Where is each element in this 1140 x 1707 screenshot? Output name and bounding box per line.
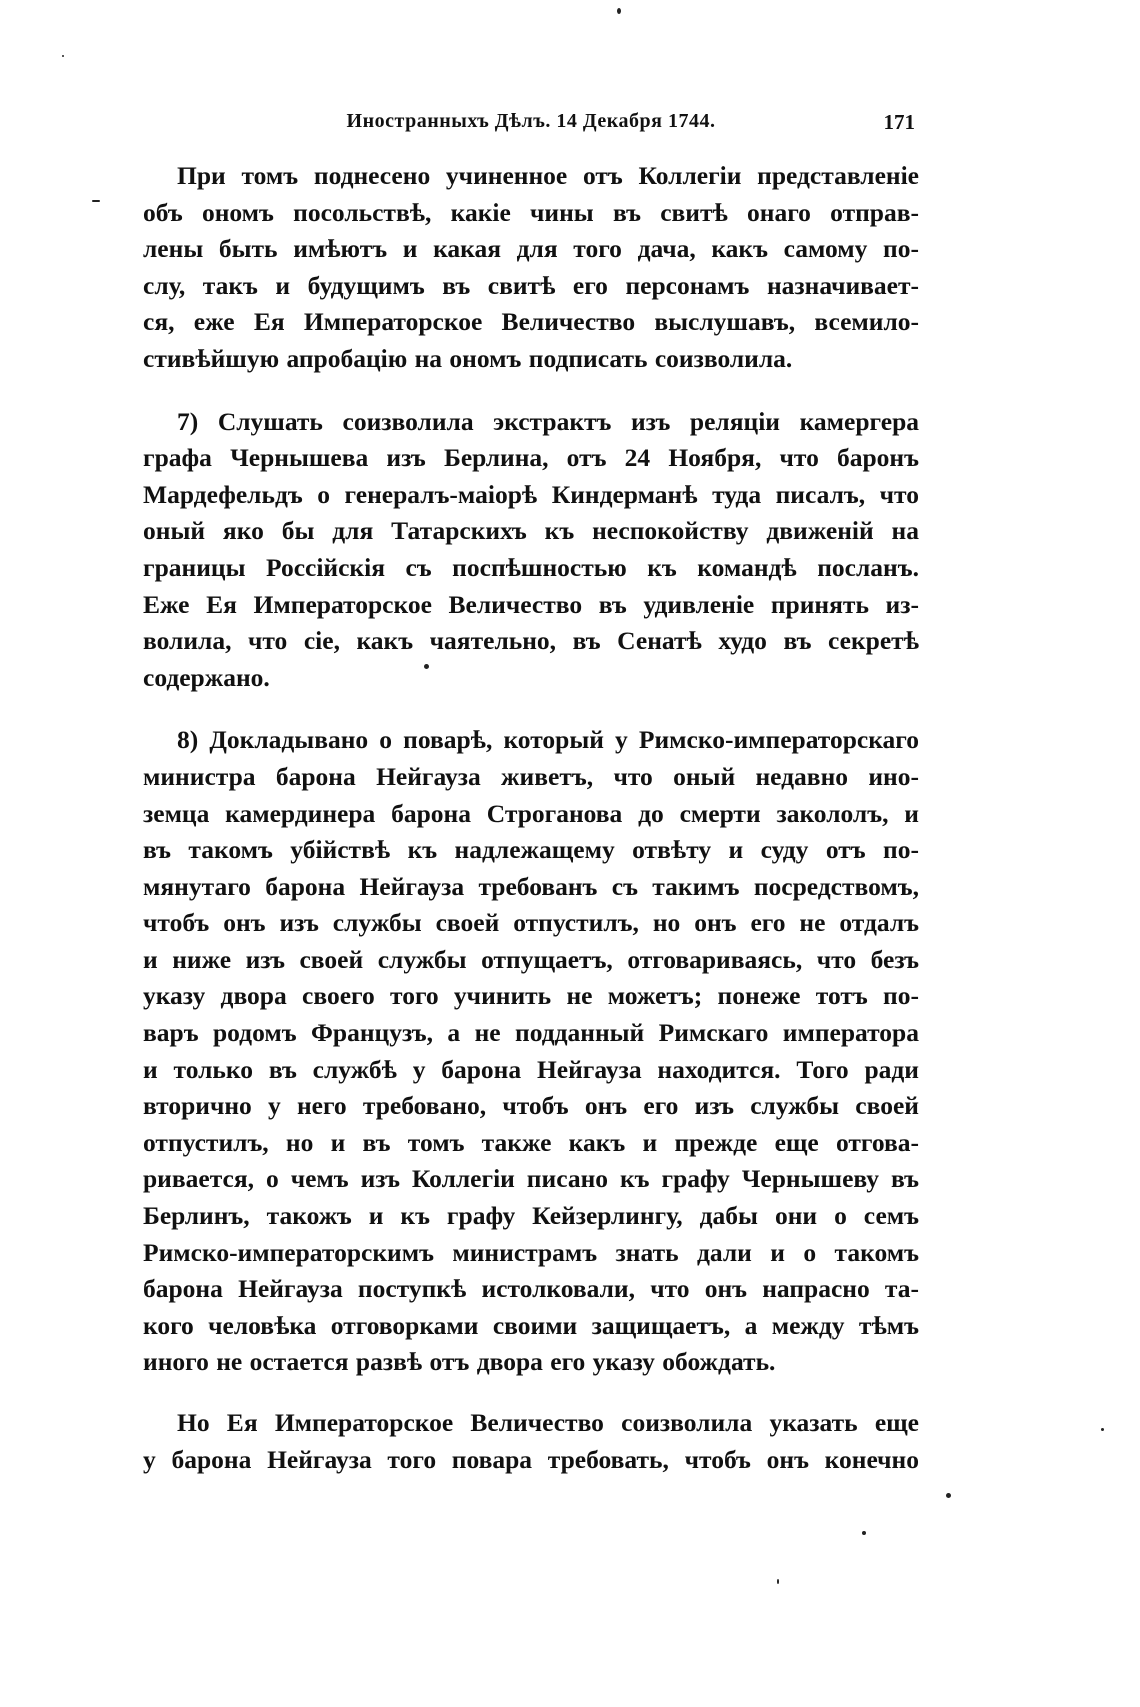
running-head: Иностранныхъ Дѣлъ. 14 Декабря 1744. <box>346 110 716 132</box>
text-line: Мардефельдъ о генералъ-маіорѣ Киндерманѣ туда писалъ, что <box>143 479 919 509</box>
text-line: вторично у него требовано, чтобъ онъ его изъ службы своей <box>143 1091 919 1121</box>
text-line: Еже Ея Императорское Величество въ удивленіе принять из- <box>143 589 919 619</box>
text-line: Но Ея Императорское Величество соизволила указать еще <box>177 1408 919 1437</box>
text-line: 8) Докладывано о поварѣ, который у Римско-императорскаго <box>177 725 919 755</box>
text-line: оный яко бы для Татарскихъ къ неспокойству движеній на <box>143 516 919 546</box>
text-line: въ такомъ убійствѣ къ надлежащему отвѣту и суду отъ по- <box>143 835 919 865</box>
paragraph <box>143 1405 919 1478</box>
text-line: варъ родомъ Французъ, а не подданный Римскаго императора <box>143 1018 919 1048</box>
scan-speck <box>1101 1428 1104 1431</box>
text-line: границы Россійскія съ поспѣшностью къ командѣ посланъ. <box>143 552 919 582</box>
text-line: указу двора своего того учинить не можетъ; понеже тотъ по- <box>143 981 919 1011</box>
scan-speck <box>777 1579 779 1584</box>
page-header <box>143 110 919 140</box>
text-line: 7) Слушать соизволила экстрактъ изъ реляціи камергера <box>177 406 919 436</box>
text-line: ся, еже Ея Императорское Величество выслушавъ, всемило- <box>143 307 919 337</box>
text-line: министра барона Нейгауза живетъ, что оный недавно ино- <box>143 761 919 791</box>
scan-speck <box>862 1531 866 1535</box>
page-body <box>143 158 919 1478</box>
text-line: слу, такъ и будущимъ въ свитѣ его персонамъ назначивает- <box>143 270 919 300</box>
text-line: у барона Нейгауза того повара требовать, чтобъ онъ конечно <box>143 1444 919 1474</box>
text-line: лены быть имѣютъ и какая для того дача, какъ самому по- <box>143 234 919 264</box>
text-line: При томъ поднесено учиненное отъ Коллегіи представленіе <box>177 161 919 190</box>
text-line: стивѣйшую апробацію на ономъ подписать соизволила. <box>143 343 793 373</box>
page-number: 171 <box>883 110 915 134</box>
text-line: земца камердинера барона Строганова до смерти закололъ, и <box>143 798 919 828</box>
text-line: Берлинъ, такожъ и къ графу Кейзерлингу, дабы они о семъ <box>143 1201 919 1231</box>
text-line: объ ономъ посольствѣ, какіе чины въ свитѣ онаго отправ- <box>143 197 919 227</box>
text-line: содержано. <box>143 662 270 692</box>
paragraph <box>143 722 919 1381</box>
text-line: кого человѣка отговорками своими защищаетъ, а между тѣмъ <box>143 1310 919 1340</box>
scan-speck <box>92 200 100 202</box>
text-line: барона Нейгауза поступкѣ истолковали, что онъ напрасно та- <box>143 1274 919 1304</box>
text-line: чтобъ онъ изъ службы своей отпустилъ, но онъ его не отдалъ <box>143 908 919 938</box>
text-line: Римско-императорскимъ министрамъ знать дали и о такомъ <box>143 1237 919 1267</box>
paragraph <box>143 158 919 378</box>
scan-speck <box>62 55 64 57</box>
text-line: и только въ службѣ у барона Нейгауза находится. Того ради <box>143 1054 919 1084</box>
text-line: отпустилъ, но и въ томъ также какъ и прежде еще отгова- <box>143 1127 919 1157</box>
text-line: и ниже изъ своей службы отпущаетъ, отговариваясь, что безъ <box>143 944 919 974</box>
text-line: иного не остается развѣ отъ двора его указу обождать. <box>143 1347 776 1377</box>
scan-speck <box>946 1493 951 1498</box>
text-line: мянутаго барона Нейгауза требованъ съ такимъ посредствомъ, <box>143 871 919 901</box>
paragraph <box>143 404 919 697</box>
scan-speck <box>617 8 621 14</box>
text-line: графа Чернышева изъ Берлина, отъ 24 Ноября, что баронъ <box>143 443 919 473</box>
text-line: волила, что сіе, какъ чаятельно, въ Сенатѣ худо въ секретѣ <box>143 626 919 656</box>
scan-speck <box>424 664 429 669</box>
text-line: ривается, о чемъ изъ Коллегіи писано къ графу Чернышеву въ <box>143 1164 919 1194</box>
